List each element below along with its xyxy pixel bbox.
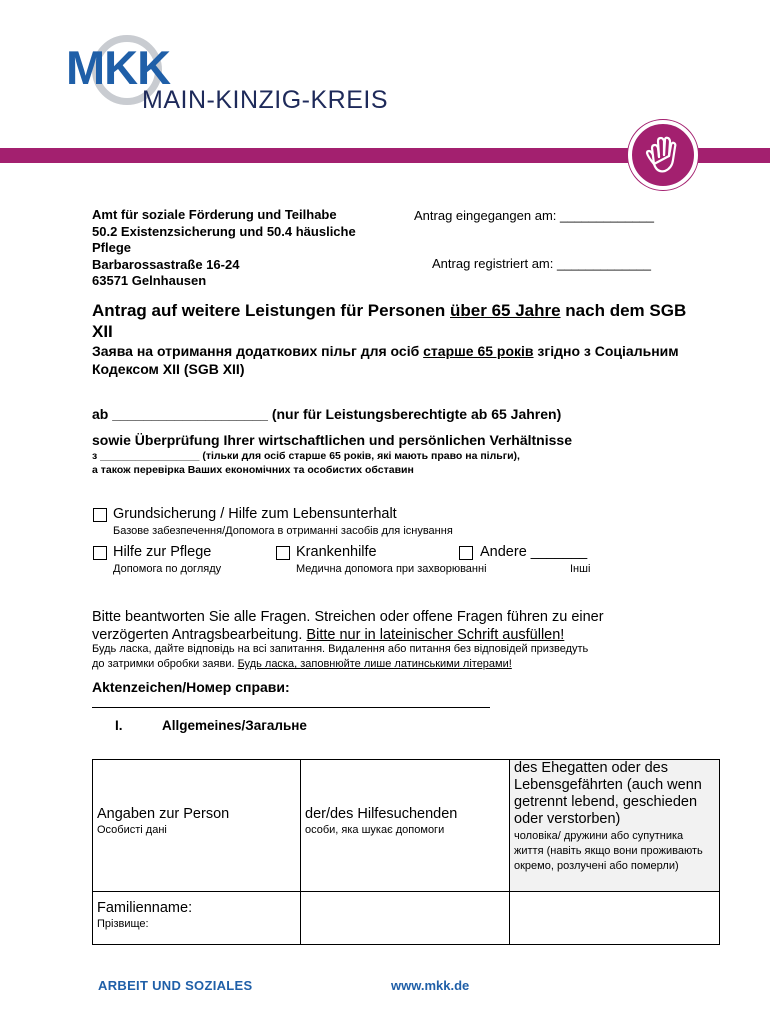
instructions-uk: Будь ласка, дайте відповідь на всі запитання. Видалення або питання без відповідей призведуть до затримки обробки заяви. Будь ласка, заповнюйте лише латинськими літерами!: [92, 643, 589, 670]
pflege-label-uk: Допомога по догляду: [113, 563, 222, 575]
received-date-field[interactable]: Antrag eingegangen am: _____________: [414, 208, 654, 223]
aktenzeichen-input-line[interactable]: [92, 707, 490, 708]
familienname-applicant-input[interactable]: [301, 892, 510, 945]
start-date-field-uk: з _________________ (тільки для осіб старше 65 років, які мають право на пільги),: [92, 450, 520, 462]
address-line: Amt für soziale Förderung und Teilhabe: [92, 207, 337, 222]
andere-checkbox[interactable]: [459, 546, 473, 560]
table-header-cell: [301, 760, 510, 892]
familienname-label: Familienname:: [97, 900, 193, 916]
section-number: I.: [115, 718, 123, 733]
andere-label-uk: Інші: [570, 563, 591, 575]
table-header-cell: [93, 760, 301, 892]
hand-icon: [628, 120, 698, 190]
header-spouse-uk: чоловіка/ дружини або супутника життя (навіть якщо вони проживають окремо, розлучені або померли): [514, 830, 703, 872]
table-header-cell: [510, 760, 720, 892]
pflege-label: Hilfe zur Pflege: [113, 544, 212, 560]
personal-data-table: [92, 759, 720, 945]
table-header-row: [93, 760, 720, 892]
header-person-de: Angaben zur Person: [97, 806, 230, 822]
grundsicherung-label: Grundsicherung / Hilfe zum Lebensunterhalt: [113, 506, 397, 522]
table-label-cell: [93, 892, 301, 945]
footer-department: ARBEIT UND SOZIALES: [98, 978, 253, 993]
krankenhilfe-label-uk: Медична допомога при захворюванні: [296, 563, 487, 575]
pflege-checkbox[interactable]: [93, 546, 107, 560]
logo-name: MAIN-KINZIG-KREIS: [142, 86, 389, 114]
address-line: Pflege: [92, 240, 132, 255]
address-line: 50.2 Existenzsicherung und 50.4 häusliche: [92, 223, 356, 239]
familienname-spouse-input[interactable]: [510, 892, 720, 945]
logo-abbr: MKK: [66, 41, 171, 94]
familienname-label-uk: Прізвище:: [97, 918, 149, 930]
form-title-uk: Заява на отримання додаткових пільг для осіб старше 65 років згідно з Соціальним Кодексом XII (SGB XII): [92, 343, 679, 377]
krankenhilfe-label: Krankenhilfe: [296, 544, 377, 560]
form-title: Antrag auf weitere Leistungen für Personen über 65 Jahre nach dem SGB XII: [92, 301, 687, 341]
header-applicant-de: der/des Hilfesuchenden: [305, 806, 458, 822]
section-title: Allgemeines/Загальне: [162, 718, 307, 733]
instructions: Bitte beantworten Sie alle Fragen. Streichen oder offene Fragen führen zu einer verzögerten Antragsbearbeitung. Bitte nur in lateinischer Schrift ausfüllen!: [92, 609, 604, 643]
start-date-field[interactable]: ab ____________________ (nur für Leistungsberechtigte ab 65 Jahren): [92, 406, 562, 422]
address-line: 63571 Gelnhausen: [92, 273, 207, 288]
krankenhilfe-checkbox[interactable]: [276, 546, 290, 560]
registered-date-field[interactable]: Antrag registriert am: _____________: [432, 256, 651, 271]
address-line: Barbarossastraße 16-24: [92, 256, 240, 272]
review-note-uk: а також перевірка Ваших економічних та особистих обставин: [92, 464, 414, 476]
table-row: [93, 892, 720, 945]
review-note: sowie Überprüfung Ihrer wirtschaftlichen und persönlichen Verhältnisse: [92, 432, 572, 448]
header-spouse-de: des Ehegatten oder des Lebensgefährten (auch wenn getrennt lebend, geschieden oder verstorben): [514, 760, 702, 827]
header-applicant-uk: особи, яка шукає допомоги: [305, 824, 445, 836]
footer-website-link[interactable]: www.mkk.de: [391, 978, 470, 993]
grundsicherung-checkbox[interactable]: [93, 508, 107, 522]
header-person-uk: Особисті дані: [97, 824, 167, 836]
grundsicherung-label-uk: Базове забезпечення/Допомога в отриманні засобів для існування: [113, 525, 453, 537]
address-block: [92, 207, 392, 290]
andere-label[interactable]: Andere _______: [480, 544, 588, 560]
aktenzeichen-label: Aktenzeichen/Номер справи:: [92, 679, 290, 695]
